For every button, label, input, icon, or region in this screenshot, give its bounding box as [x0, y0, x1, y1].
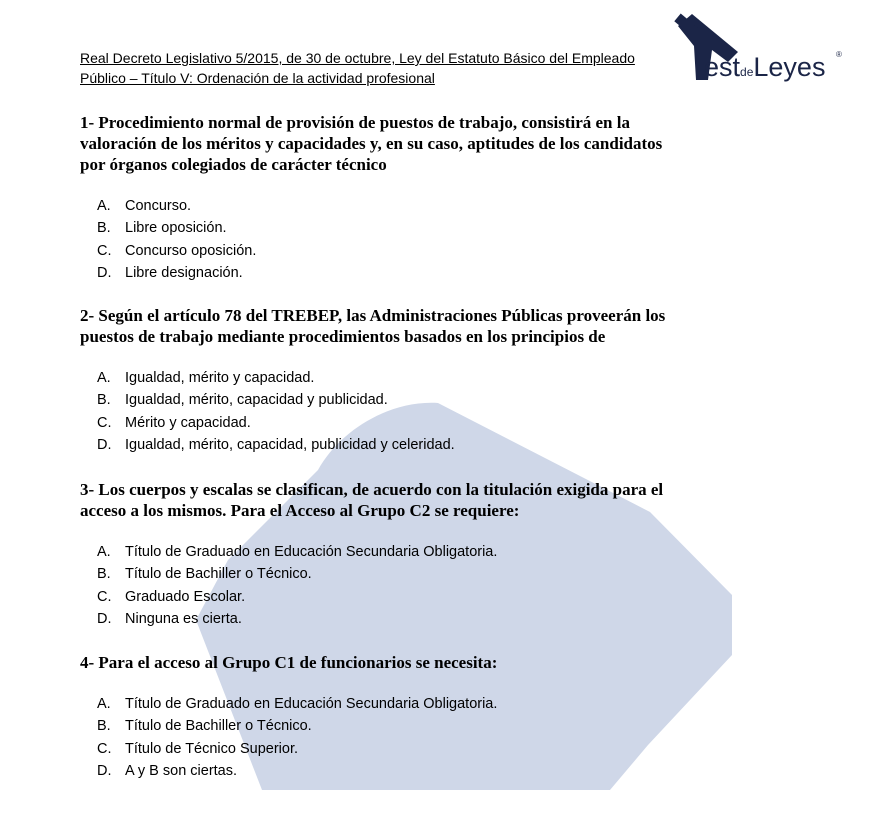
registered-mark: ®: [836, 50, 842, 59]
option-letter: A.: [97, 198, 111, 214]
option-letter: A.: [97, 544, 111, 560]
logo-text-de: de: [740, 65, 754, 79]
question-text: [80, 479, 740, 521]
answer-options: [80, 195, 740, 284]
option-text: Igualdad, mérito y capacidad.: [125, 370, 315, 386]
answer-options: [80, 693, 740, 782]
answer-option-a: [80, 541, 740, 563]
answer-option-d: [80, 262, 740, 284]
question-line: 3- Los cuerpos y escalas se clasifican, de acuerdo con la titulación exigida para el: [80, 480, 664, 499]
option-text: Ninguna es cierta.: [125, 610, 242, 627]
question-line: 4- Para el acceso al Grupo C1 de funcionarios se necesita:: [80, 653, 498, 672]
option-text: Graduado Escolar.: [125, 588, 246, 605]
question-line: 1- Procedimiento normal de provisión de puestos de trabajo, consistirá en la: [80, 113, 630, 132]
option-letter: B.: [97, 392, 111, 409]
answer-option-a: [80, 367, 740, 389]
answer-option-c: [80, 586, 740, 608]
header-line-2: Público – Título V: Ordenación de la actividad profesional: [80, 70, 435, 86]
header-line-1: Real Decreto Legislativo 5/2015, de 30 de octubre, Ley del Estatuto Básico del Empleado: [80, 50, 635, 66]
question-1: [80, 112, 740, 284]
question-line: puestos de trabajo mediante procedimientos basados en los principios de: [80, 327, 606, 346]
answer-option-d: [80, 434, 740, 456]
answer-options: [80, 367, 740, 456]
answer-option-c: [80, 738, 740, 760]
question-line: acceso a los mismos. Para el Acceso al Grupo C2 se requiere:: [80, 501, 520, 520]
option-text: A y B son ciertas.: [125, 762, 238, 779]
question-text: [80, 112, 740, 175]
option-text: Título de Graduado en Educación Secundaria Obligatoria.: [125, 696, 498, 712]
logo-wordmark: [704, 52, 825, 83]
answer-options: [80, 541, 740, 630]
option-letter: D.: [97, 762, 112, 779]
answer-option-b: [80, 389, 740, 411]
option-text: Concurso.: [125, 198, 192, 214]
option-text: Libre designación.: [125, 264, 243, 281]
option-letter: C.: [97, 740, 112, 757]
question-3: [80, 479, 740, 630]
option-text: Título de Técnico Superior.: [125, 740, 299, 757]
option-letter: B.: [97, 220, 111, 237]
option-text: Título de Graduado en Educación Secundaria Obligatoria.: [125, 544, 498, 560]
option-text: Libre oposición.: [125, 220, 227, 237]
document-header: [80, 48, 720, 88]
question-line: por órganos colegiados de carácter técnico: [80, 155, 387, 174]
question-line: 2- Según el artículo 78 del TREBEP, las Administraciones Públicas proveerán los: [80, 306, 666, 325]
option-letter: C.: [97, 242, 112, 259]
logo-text-est: est: [704, 52, 741, 82]
answer-option-a: [80, 195, 740, 217]
option-letter: B.: [97, 566, 111, 583]
question-2: [80, 305, 740, 456]
answer-option-a: [80, 693, 740, 715]
option-letter: C.: [97, 588, 112, 605]
answer-option-c: [80, 412, 740, 434]
answer-option-d: [80, 760, 740, 782]
answer-option-b: [80, 563, 740, 585]
option-text: Igualdad, mérito, capacidad y publicidad.: [125, 392, 388, 409]
option-letter: B.: [97, 718, 111, 735]
option-letter: D.: [97, 436, 112, 453]
option-letter: A.: [97, 370, 111, 386]
option-text: Título de Bachiller o Técnico.: [125, 566, 312, 583]
option-text: Mérito y capacidad.: [125, 414, 251, 431]
answer-option-b: [80, 217, 740, 239]
option-text: Igualdad, mérito, capacidad, publicidad y celeridad.: [125, 436, 455, 453]
option-text: Concurso oposición.: [125, 242, 257, 259]
answer-option-d: [80, 608, 740, 630]
question-text: [80, 652, 740, 673]
option-text: Título de Bachiller o Técnico.: [125, 718, 312, 735]
option-letter: C.: [97, 414, 112, 431]
option-letter: D.: [97, 264, 112, 281]
question-line: valoración de los méritos y capacidades y, en su caso, aptitudes de los candidatos: [80, 134, 663, 153]
option-letter: A.: [97, 696, 111, 712]
testdeleyes-logo: [672, 8, 872, 88]
question-4: [80, 652, 740, 782]
answer-option-b: [80, 715, 740, 737]
option-letter: D.: [97, 610, 112, 627]
answer-option-c: [80, 240, 740, 262]
logo-text-leyes: Leyes: [753, 52, 826, 82]
question-text: [80, 305, 740, 347]
